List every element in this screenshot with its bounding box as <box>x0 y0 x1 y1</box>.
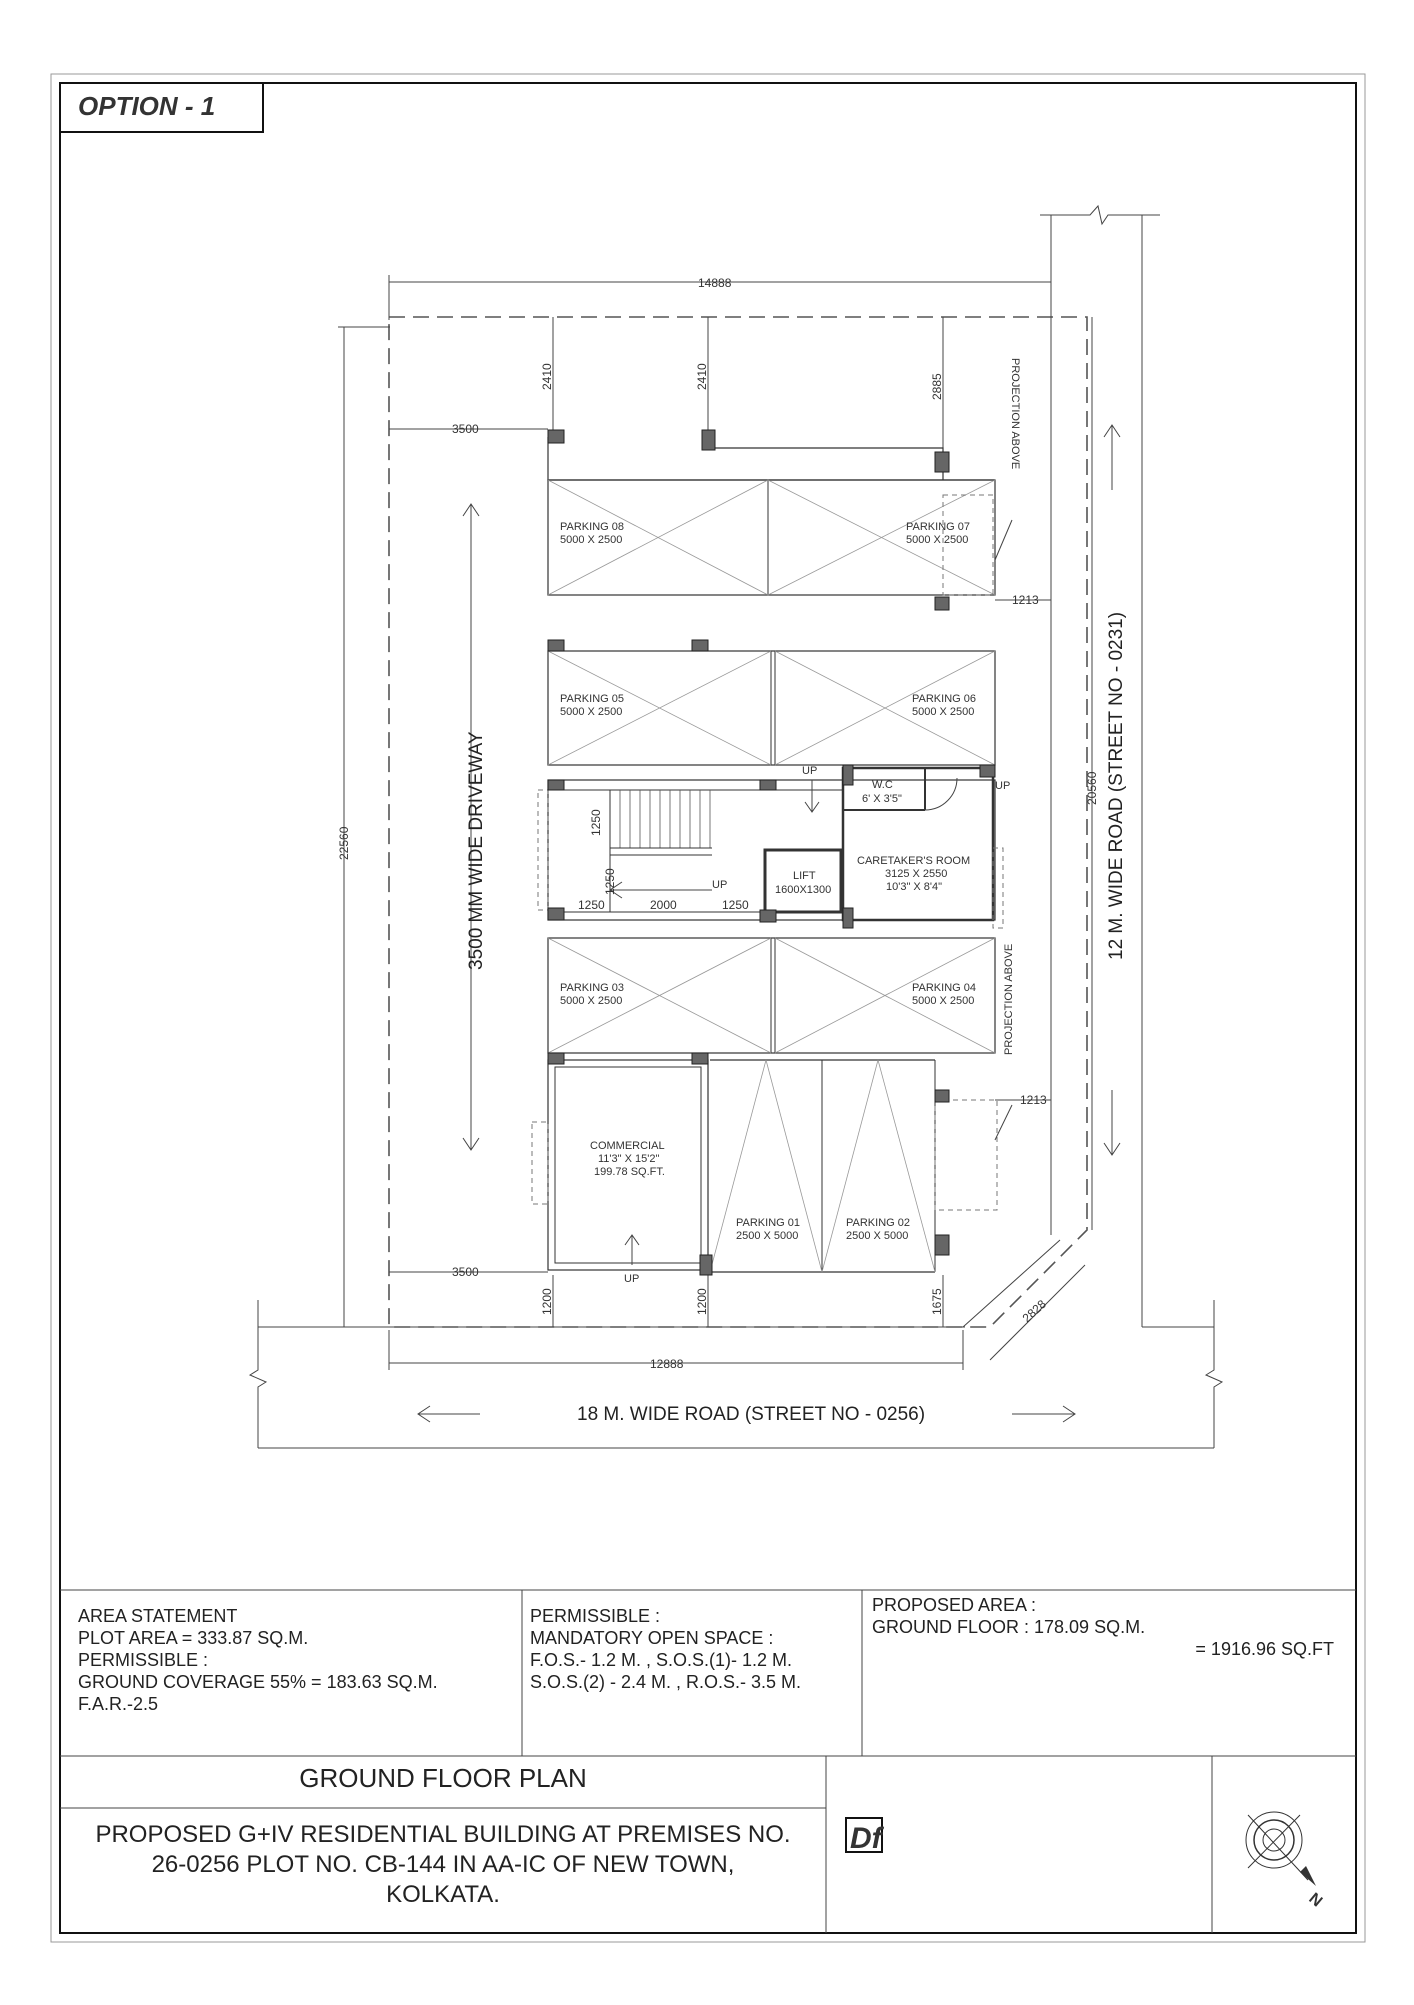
proposed-sqft: = 1916.96 SQ.FT <box>1195 1639 1334 1659</box>
area-statement-line: PERMISSIBLE : <box>78 1650 209 1670</box>
area-statement-line: AREA STATEMENT <box>78 1606 238 1626</box>
permissible-line: MANDATORY OPEN SPACE : <box>530 1628 774 1648</box>
dim-setback-bottom: 3500 <box>452 1265 479 1279</box>
dim-front-offset-2: 2410 <box>695 363 709 390</box>
caretaker-name: CARETAKER'S ROOM <box>857 855 971 867</box>
area-statement-line: PLOT AREA = 333.87 SQ.M. <box>78 1628 309 1648</box>
parking-05-name: PARKING 05 <box>560 693 624 705</box>
caretaker-up-label: UP <box>995 780 1011 792</box>
bottom-road-label: 18 M. WIDE ROAD (STREET NO - 0256) <box>577 1404 926 1425</box>
area-statement-line: GROUND COVERAGE 55% = 183.63 SQ.M. <box>78 1672 438 1692</box>
dim-stair-3: 1250 <box>722 898 749 912</box>
parking-07-name: PARKING 07 <box>906 521 970 533</box>
dim-right-depth: 20560 <box>1085 771 1099 805</box>
parking-01-size: 2500 X 5000 <box>736 1230 799 1242</box>
proposed-line: PROPOSED AREA : <box>872 1595 1037 1615</box>
commercial-up-label: UP <box>624 1273 640 1285</box>
permissible-line: PERMISSIBLE : <box>530 1606 661 1626</box>
parking-08-size: 5000 X 2500 <box>560 534 623 546</box>
dim-setback-top: 3500 <box>452 422 479 436</box>
caretaker-imperial: 10'3" X 8'4" <box>886 881 943 893</box>
commercial-name: COMMERCIAL <box>590 1140 665 1152</box>
stair-up-label: UP <box>712 879 728 891</box>
permissible-line: F.O.S.- 1.2 M. , S.O.S.(1)- 1.2 M. <box>530 1650 793 1670</box>
wc-size: 6' X 3'5" <box>862 793 902 805</box>
parking-01-name: PARKING 01 <box>736 1217 800 1229</box>
parking-02-size: 2500 X 5000 <box>846 1230 909 1242</box>
dim-side-right-mid: 1213 <box>1020 1093 1047 1107</box>
parking-08-name: PARKING 08 <box>560 521 624 533</box>
dim-chamfer: 2828 <box>1019 1296 1049 1326</box>
parking-03-name: PARKING 03 <box>560 982 624 994</box>
permissible-line: S.O.S.(2) - 2.4 M. , R.O.S.- 3.5 M. <box>530 1672 802 1692</box>
core-up-label: UP <box>802 765 818 777</box>
proposed-area-block <box>872 1594 1342 1660</box>
bottom-road <box>250 1300 1222 1448</box>
commercial-size: 11'3" X 15'2" <box>598 1153 660 1165</box>
projection-label-top: PROJECTION ABOVE <box>1009 358 1021 470</box>
dim-left-depth: 22560 <box>337 826 351 860</box>
dim-stair-4: 1250 <box>589 809 603 836</box>
proposed-line: GROUND FLOOR : 178.09 SQ.M. <box>872 1617 1146 1637</box>
project-line: KOLKATA. <box>386 1881 500 1908</box>
plot-boundary <box>389 317 1087 1327</box>
dimension-lines <box>337 275 1099 1371</box>
parking-04-name: PARKING 04 <box>912 982 976 994</box>
project-line: 26-0256 PLOT NO. CB-144 IN AA-IC OF NEW TOWN, <box>151 1851 735 1878</box>
dim-front-offset-1: 2410 <box>540 363 554 390</box>
project-line: PROPOSED G+IV RESIDENTIAL BUILDING AT PREMISES NO. <box>95 1821 791 1848</box>
lift-size: 1600X1300 <box>775 884 832 896</box>
right-road-label: 12 M. WIDE ROAD (STREET NO - 0231) <box>1106 611 1127 960</box>
company-logo <box>846 1818 885 1855</box>
north-arrow-icon <box>1246 1812 1325 1910</box>
drawing-title: GROUND FLOOR PLAN <box>299 1763 587 1793</box>
permissible-block <box>530 1605 860 1693</box>
dim-top-width: 14888 <box>698 276 732 290</box>
right-road <box>1040 206 1160 1327</box>
lift-name: LIFT <box>793 870 816 882</box>
dim-bottom-offset-2: 1200 <box>695 1288 709 1315</box>
parking-02-name: PARKING 02 <box>846 1217 910 1229</box>
project-description <box>60 1820 826 1910</box>
area-statement <box>78 1605 518 1715</box>
commercial-area: 199.78 SQ.FT. <box>594 1166 665 1178</box>
dim-bottom-offset-1: 1200 <box>540 1288 554 1315</box>
parking-04-size: 5000 X 2500 <box>912 995 975 1007</box>
dim-front-offset-3: 2885 <box>930 373 944 400</box>
option-label: OPTION - 1 <box>78 91 216 121</box>
caretaker-size: 3125 X 2550 <box>885 868 948 880</box>
parking-06-name: PARKING 06 <box>912 693 976 705</box>
driveway-label: 3500 MM WIDE DRIVEWAY <box>466 731 487 970</box>
building <box>532 358 1021 1285</box>
parking-07-size: 5000 X 2500 <box>906 534 969 546</box>
north-letter: N <box>1305 1890 1326 1911</box>
parking-05-size: 5000 X 2500 <box>560 706 623 718</box>
parking-03-size: 5000 X 2500 <box>560 995 623 1007</box>
wc-name: W.C <box>872 779 893 791</box>
dim-side-right-top: 1213 <box>1012 593 1039 607</box>
parking-06-size: 5000 X 2500 <box>912 706 975 718</box>
dim-stair-5: 1250 <box>603 868 617 895</box>
logo-text: Df <box>850 1822 882 1855</box>
dim-stair-1: 1250 <box>578 898 605 912</box>
area-statement-line: F.A.R.-2.5 <box>78 1694 159 1714</box>
projection-label-bottom: PROJECTION ABOVE <box>1003 943 1015 1055</box>
driveway <box>463 504 487 1150</box>
dim-bottom-offset-3: 1675 <box>930 1288 944 1315</box>
dim-stair-2: 2000 <box>650 898 677 912</box>
dim-bottom-width: 12888 <box>650 1357 684 1371</box>
